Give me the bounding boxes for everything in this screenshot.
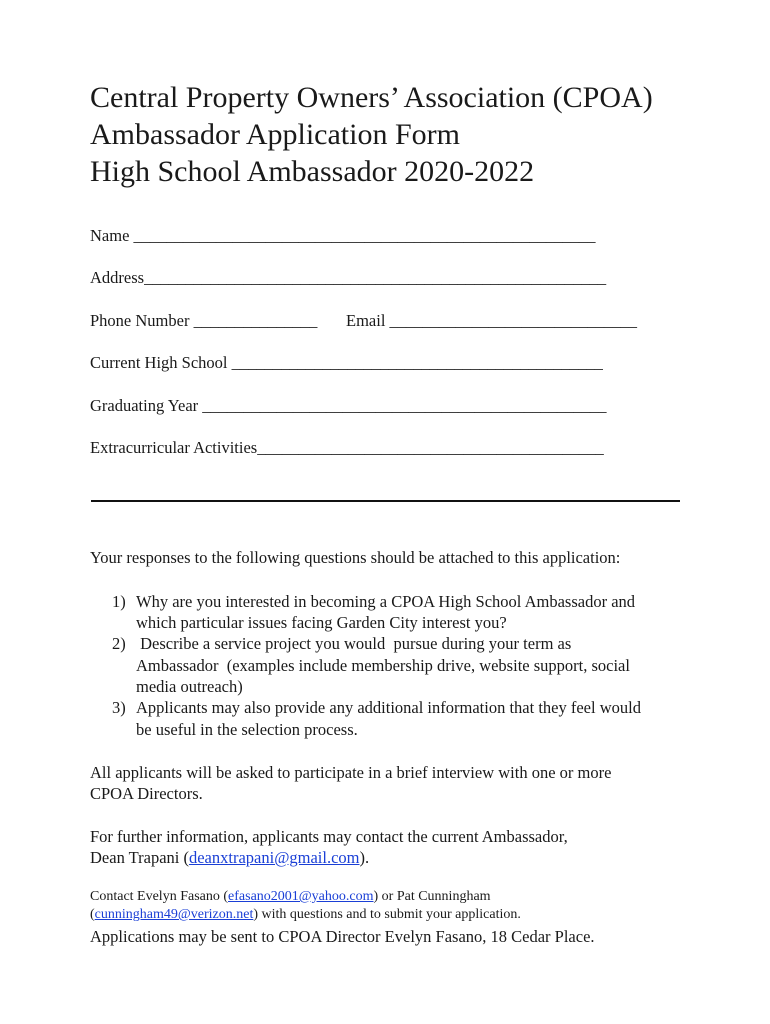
extracurricular-activities-field[interactable]: Extracurricular Activities__________________________________________: [90, 438, 604, 457]
form-title-line-1: Central Property Owners’ Association (CPOA): [90, 81, 653, 114]
question-text-line: Why are you interested in becoming a CPOA High School Ambassador and: [136, 592, 636, 611]
contact-text: Contact Evelyn Fasano (: [90, 889, 229, 904]
question-text-line: Ambassador (examples include membership drive, website support, social: [136, 656, 630, 675]
question-text-line: Applicants may also provide any additional information that they feel would: [136, 698, 641, 717]
further-info-line-1: For further information, applicants may contact the current Ambassador,: [90, 827, 568, 846]
graduating-year-field[interactable]: Graduating Year _________________________________________________: [90, 396, 607, 415]
question-number: 2): [112, 634, 126, 653]
form-title-line-3: High School Ambassador 2020-2022: [90, 155, 535, 188]
question-text-line: media outreach): [136, 677, 243, 696]
ambassador-name: Dean Trapani (: [90, 848, 189, 867]
submission-address: Applications may be sent to CPOA Director Evelyn Fasano, 18 Cedar Place.: [90, 927, 595, 946]
section-divider: [91, 500, 680, 502]
contact-line-1: [90, 888, 491, 906]
interview-note-line-1: All applicants will be asked to participate in a brief interview with one or more: [90, 763, 612, 782]
question-number: 1): [112, 592, 126, 611]
contact-line-2: [90, 906, 521, 924]
punctuation: ).: [359, 848, 370, 867]
current-high-school-field[interactable]: Current High School _____________________________________________: [90, 353, 603, 372]
cunningham-email-link[interactable]: cunningham49@verizon.net: [94, 907, 254, 922]
address-field[interactable]: Address________________________________________________________: [90, 268, 607, 287]
interview-note-line-2: CPOA Directors.: [90, 784, 203, 803]
question-text-line: Describe a service project you would pursue during your term as: [136, 634, 572, 653]
question-number: 3): [112, 698, 126, 717]
questions-intro: Your responses to the following questions should be attached to this application:: [90, 548, 621, 567]
form-title-line-2: Ambassador Application Form: [90, 118, 460, 151]
ambassador-email-link[interactable]: deanxtrapani@gmail.com: [188, 848, 360, 867]
question-text-line: which particular issues facing Garden City interest you?: [136, 613, 507, 632]
question-text-line: be useful in the selection process.: [136, 720, 358, 739]
further-info-line-2: [90, 847, 369, 869]
contact-text: ) or Pat Cunningham: [373, 889, 491, 904]
phone-number-field[interactable]: Phone Number _______________: [90, 311, 318, 330]
name-field[interactable]: Name ________________________________________________________: [90, 226, 596, 245]
contact-text: ) with questions and to submit your application.: [253, 907, 521, 922]
contact-text: (: [90, 907, 95, 922]
email-field[interactable]: Email ______________________________: [346, 311, 638, 330]
efasano-email-link[interactable]: efasano2001@yahoo.com: [228, 889, 374, 904]
